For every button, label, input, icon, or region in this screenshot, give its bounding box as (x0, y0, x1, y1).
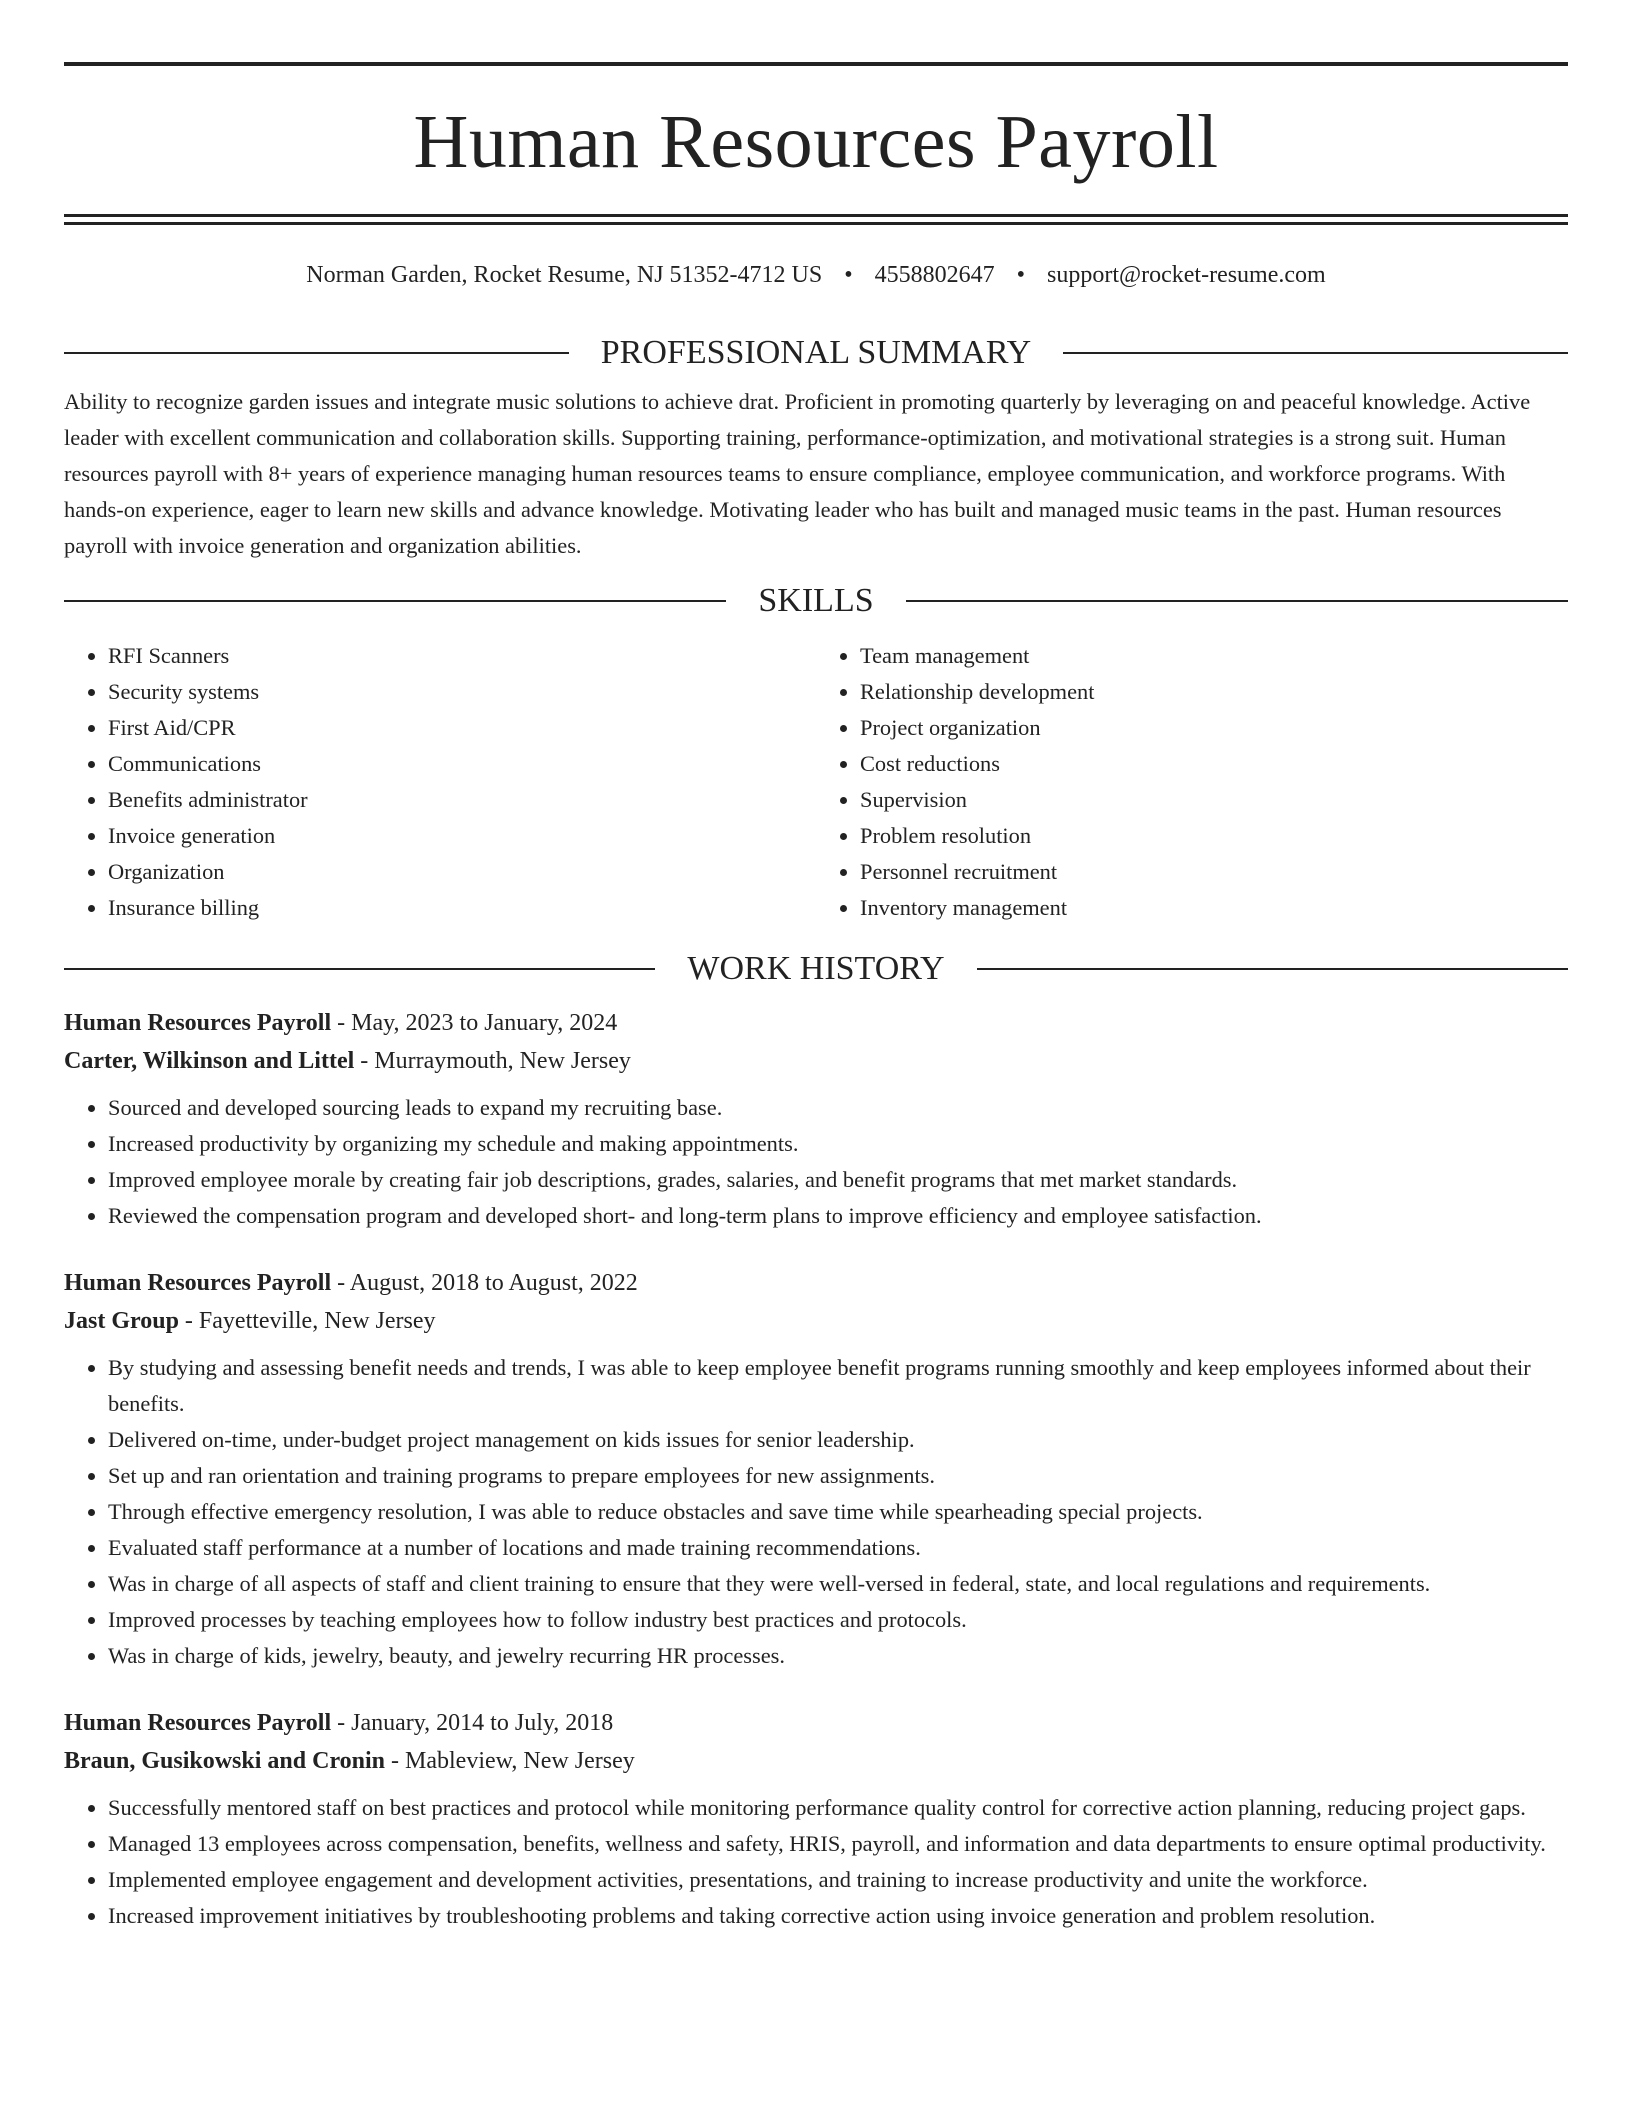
job-title: Human Resources Payroll (64, 1270, 332, 1296)
work-heading (64, 952, 1568, 986)
resume-name: Human Resources Payroll (413, 100, 1219, 184)
skills-column-right (816, 638, 1568, 926)
contact-address: Norman Garden, Rocket Resume, NJ 51352-4712 US (306, 262, 823, 288)
contact-phone: 4558802647 (874, 262, 995, 288)
contact-line (64, 263, 1568, 287)
job-bullet: • Successfully mentored staff on best practices and protocol while monitoring performance quality control for corrective action planning, reducing project gaps. (108, 1790, 1568, 1826)
skill-item: • Team management (860, 638, 1568, 674)
job-title-line (64, 1004, 1568, 1042)
job-bullet: • By studying and assessing benefit needs and trends, I was able to keep employee benefit programs running smoothly and keep employees informed about their benefits. (108, 1350, 1568, 1422)
skill-item: • Insurance billing (108, 890, 816, 926)
job-bullet: • Increased improvement initiatives by troubleshooting problems and taking corrective action using invoice generation and problem resolution. (108, 1898, 1568, 1934)
contact-separator: • (844, 262, 853, 288)
job-location: - Fayetteville, New Jersey (178, 1308, 436, 1334)
job-company: Carter, Wilkinson and Littel (64, 1048, 355, 1074)
job-bullet: • Delivered on-time, under-budget project management on kids issues for senior leadership. (108, 1422, 1568, 1458)
skill-item: • Cost reductions (860, 746, 1568, 782)
skill-item: • Problem resolution (860, 818, 1568, 854)
job-company: Braun, Gusikowski and Cronin (64, 1748, 386, 1774)
skill-item: • Security systems (108, 674, 816, 710)
job-company-line (64, 1742, 1568, 1780)
job-location: - Murraymouth, New Jersey (354, 1048, 631, 1074)
skill-item: • RFI Scanners (108, 638, 816, 674)
top-rule (64, 62, 1568, 66)
job-bullet: • Reviewed the compensation program and developed short- and long-term plans to improve efficiency and employee satisfaction. (108, 1198, 1568, 1234)
contact-separator: • (1016, 262, 1026, 288)
job-bullet: • Was in charge of all aspects of staff and client training to ensure that they were well-versed in federal, state, and local regulations and requirements. (108, 1566, 1568, 1602)
skills-heading-text: SKILLS (758, 582, 874, 619)
double-rule (64, 214, 1568, 225)
job-bullet: • Was in charge of kids, jewelry, beauty, and jewelry recurring HR processes. (108, 1638, 1568, 1674)
job-company: Jast Group (64, 1308, 179, 1334)
skill-item: • Organization (108, 854, 816, 890)
job-location: - Mableview, New Jersey (385, 1748, 635, 1774)
job-entry (64, 1264, 1568, 1674)
job-company-line (64, 1302, 1568, 1340)
skill-item: • Personnel recruitment (860, 854, 1568, 890)
job-bullet: • Set up and ran orientation and training programs to prepare employees for new assignments. (108, 1458, 1568, 1494)
job-dates: - May, 2023 to January, 2024 (331, 1010, 618, 1036)
job-company-line (64, 1042, 1568, 1080)
skills-list (64, 638, 1568, 926)
skill-item: • Inventory management (860, 890, 1568, 926)
job-bullet: • Improved processes by teaching employees how to follow industry best practices and protocols. (108, 1602, 1568, 1638)
contact-email: support@rocket-resume.com (1047, 262, 1326, 288)
job-bullet: • Sourced and developed sourcing leads to expand my recruiting base. (108, 1090, 1568, 1126)
skill-item: • Communications (108, 746, 816, 782)
job-dates: - January, 2014 to July, 2018 (331, 1710, 614, 1736)
work-history (64, 1004, 1568, 1934)
work-heading-text: WORK HISTORY (687, 950, 945, 987)
job-bullet: • Through effective emergency resolution, I was able to reduce obstacles and save time while spearheading special projects. (108, 1494, 1568, 1530)
job-bullets (64, 1790, 1568, 1934)
job-entry (64, 1704, 1568, 1934)
job-bullets (64, 1350, 1568, 1674)
job-bullet: • Evaluated staff performance at a number of locations and made training recommendations. (108, 1530, 1568, 1566)
summary-text: Ability to recognize garden issues and integrate music solutions to achieve drat. Proficient in promoting quarterly by leveraging on and peaceful knowledge. Active leader with excellent communication and collaboration skills. Supporting training, performance-optimization, and motivational strategies is a strong suit. Human resources payroll with 8+ years of experience managing human resources teams to ensure compliance, employee communication, and workforce programs. With hands-on experience, eager to learn new skills and advance knowledge. Motivating leader who has built and managed music teams in the past. Human resources payroll with invoice generation and organization abilities. (64, 389, 1531, 558)
job-bullet: • Implemented employee engagement and development activities, presentations, and training to increase productivity and unite the workforce. (108, 1862, 1568, 1898)
job-bullet: • Improved employee morale by creating fair job descriptions, grades, salaries, and benefit programs that met market standards. (108, 1162, 1568, 1198)
job-entry (64, 1004, 1568, 1234)
skill-item: • First Aid/CPR (108, 710, 816, 746)
skills-heading (64, 584, 1568, 618)
job-title: Human Resources Payroll (64, 1010, 332, 1036)
skill-item: • Supervision (860, 782, 1568, 818)
job-title-line (64, 1264, 1568, 1302)
job-dates: - August, 2018 to August, 2022 (331, 1270, 638, 1296)
summary-heading (64, 336, 1568, 370)
skill-item: • Invoice generation (108, 818, 816, 854)
job-title: Human Resources Payroll (64, 1710, 332, 1736)
skill-item: • Benefits administrator (108, 782, 816, 818)
job-bullet: • Managed 13 employees across compensation, benefits, wellness and safety, HRIS, payroll, and information and data departments to ensure optimal productivity. (108, 1826, 1568, 1862)
job-bullet: • Increased productivity by organizing my schedule and making appointments. (108, 1126, 1568, 1162)
summary-heading-text: PROFESSIONAL SUMMARY (600, 334, 1032, 371)
skill-item: • Project organization (860, 710, 1568, 746)
skills-column-left (64, 638, 816, 926)
job-title-line (64, 1704, 1568, 1742)
skill-item: • Relationship development (860, 674, 1568, 710)
job-bullets (64, 1090, 1568, 1234)
